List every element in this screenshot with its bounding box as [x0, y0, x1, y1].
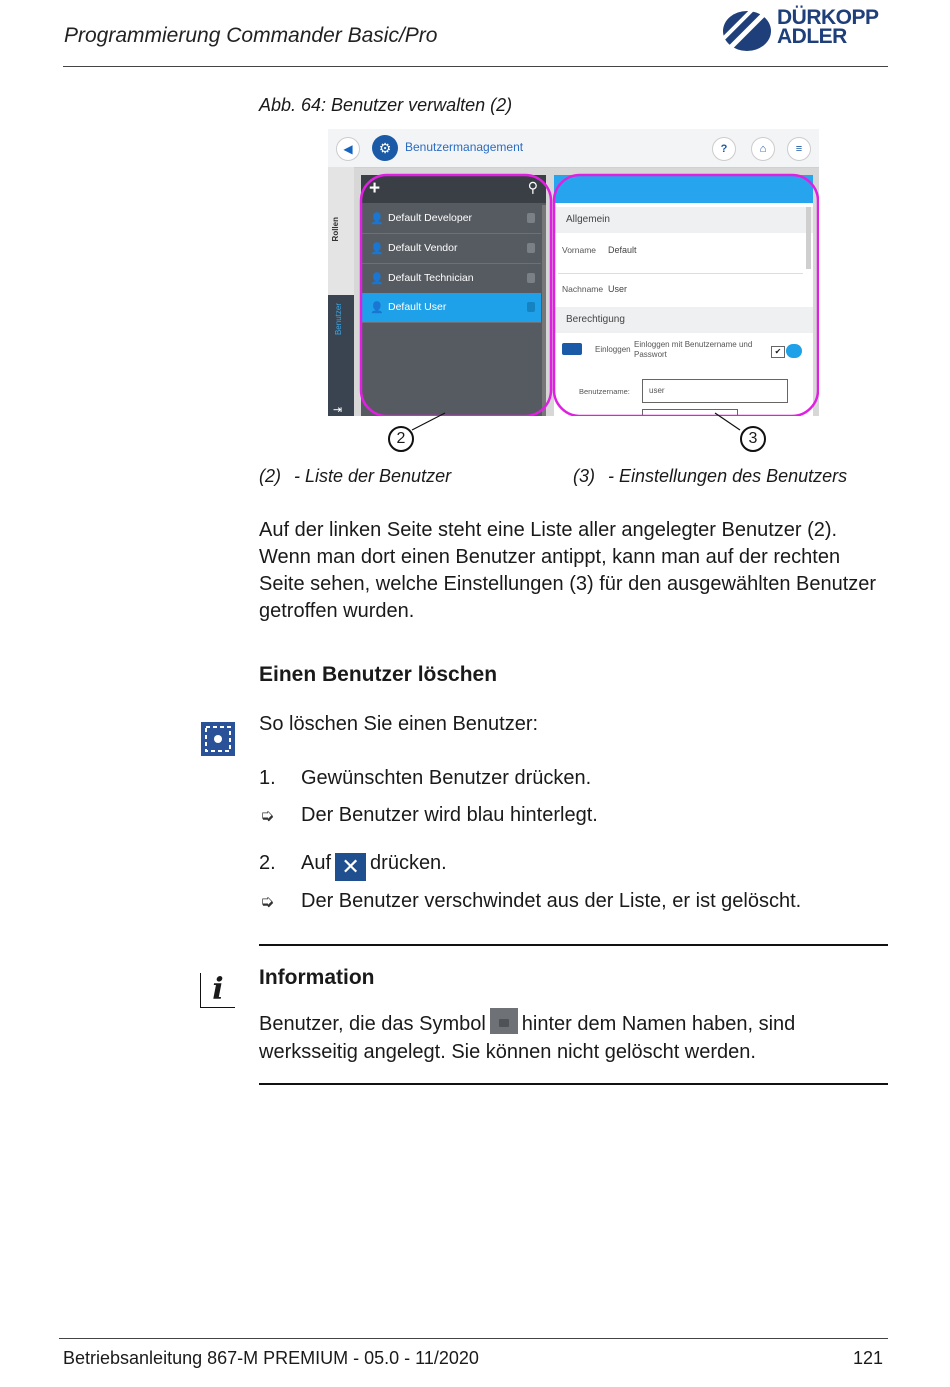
firstname-label: Vorname [562, 245, 597, 255]
user-icon: 👤 [370, 273, 384, 285]
step-2-text-after: drücken. [370, 852, 447, 874]
user-management-icon: ⚙ [372, 135, 398, 161]
section-general-label: Allgemein [566, 214, 610, 225]
tab-users-label: Benutzer [334, 303, 343, 336]
info-bottom-rule [259, 1083, 888, 1085]
info-text-after: hinter dem Namen haben, sind werksseitig angelegt. Sie können nicht gelöscht werden. [259, 1013, 796, 1063]
username-label: Benutzername: [579, 387, 630, 396]
help-button[interactable]: ? [712, 137, 736, 161]
step-1-number: 1. [259, 767, 276, 789]
figure-caption: Abb. 64: Benutzer verwalten (2) [259, 95, 513, 115]
logo-text-line1: DÜRKOPP [777, 6, 879, 29]
info-top-rule [259, 944, 888, 946]
user-icon: 👤 [370, 302, 384, 314]
step-2-text [301, 852, 447, 881]
legend-num-3: (3) [573, 466, 595, 486]
page-number: 121 [853, 1348, 884, 1368]
user-name: Default User [388, 301, 447, 313]
footer-divider [59, 1338, 888, 1339]
procedure-intro: So löschen Sie einen Benutzer: [259, 713, 539, 735]
back-arrow-icon: ◀ [343, 142, 353, 156]
login-checkbox[interactable]: ✔ [771, 346, 785, 358]
lastname-label: Nachname [562, 284, 604, 294]
legend-text-3: - Einstellungen des Benutzers [608, 466, 848, 486]
step-2-text-before: Auf [301, 852, 332, 874]
info-text [259, 1008, 889, 1066]
result-arrow-icon: ➭ [260, 806, 275, 825]
section-heading: Einen Benutzer löschen [259, 663, 498, 686]
description-paragraph: Auf der linken Seite steht eine Liste aller angelegter Benutzer (2). Wenn man dort einen Benutzer antippt, kann man auf der rechten Seite sehen, welche Einstellungen (3) für den ausgewählten Benutzer getroffen wurden. [259, 519, 877, 622]
delete-icon: ✕ [335, 853, 366, 881]
menu-icon: ≡ [795, 143, 803, 155]
step-1-result: Der Benutzer wird blau hinterlegt. [301, 804, 598, 826]
callout-3: 3 [740, 426, 766, 452]
add-user-icon[interactable]: + [369, 178, 381, 199]
username-value: user [649, 386, 665, 395]
section-permission-label: Berechtigung [566, 314, 625, 325]
lastname-value[interactable]: User [608, 284, 628, 294]
tab-roles[interactable]: Rollen [331, 217, 340, 242]
page-header-title: Programmierung Commander Basic/Pro [64, 24, 438, 47]
procedure-icon [201, 722, 235, 756]
logo-text-line2: ADLER [777, 25, 847, 48]
result-arrow-icon: ➭ [260, 892, 275, 911]
user-icon: 👤 [370, 243, 384, 255]
step-2-number: 2. [259, 852, 276, 874]
callout-lines [0, 0, 950, 470]
legend-text-2: - Liste der Benutzer [294, 466, 452, 486]
step-1-text: Gewünschten Benutzer drücken. [301, 767, 592, 789]
lock-icon [490, 1008, 518, 1034]
user-icon: 👤 [370, 213, 384, 225]
callout-2: 2 [388, 426, 414, 452]
legend-num-2: (2) [259, 466, 281, 486]
login-label: Einloggen [595, 345, 631, 354]
user-name: Default Developer [388, 212, 473, 224]
info-icon: i [200, 973, 235, 1008]
footer-document-title: Betriebsanleitung 867-M PREMIUM - 05.0 - 11/2020 [63, 1348, 479, 1368]
home-icon: ⌂ [759, 143, 767, 155]
app-title: Benutzermanagement [405, 140, 524, 154]
step-2-result: Der Benutzer verschwindet aus der Liste, er ist gelöscht. [301, 890, 802, 912]
info-text-before: Benutzer, die das Symbol [259, 1013, 486, 1035]
login-description: Einloggen mit Benutzername und Passwort [634, 340, 753, 359]
firstname-value[interactable]: Default [608, 245, 637, 255]
search-icon[interactable]: ⚲ [527, 179, 538, 195]
user-name: Default Technician [388, 272, 474, 284]
logout-icon: ⇥ [333, 404, 343, 416]
user-name: Default Vendor [388, 242, 458, 254]
info-title: Information [259, 966, 375, 989]
